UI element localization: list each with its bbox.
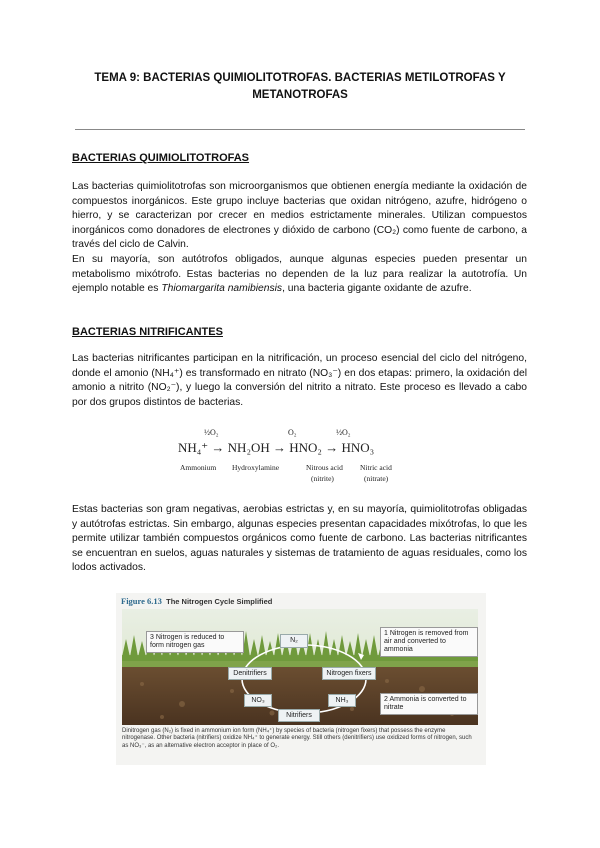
label-ammonium: Ammonium	[180, 463, 217, 472]
callout-2: 2 Ammonia is converted to nitrate	[380, 693, 478, 715]
n2-box: N₂	[280, 634, 308, 648]
title-divider	[75, 129, 525, 130]
nitrifiers-box: Nitrifiers	[278, 709, 320, 722]
species-name: Thiomargarita namibiensis	[161, 283, 283, 295]
paragraph-quimiolitotrofas-1: Las bacterias quimiolitotrofas son microorganismos que obtienen energía mediante la oxidación de compuestos inorgánicos. Este grupo incluye bacterias que oxidan nitrógeno, azufre, hidrógeno o hierro, y se caracterizan por crecer en medios estrictamente minerales. Utilizan compuestos inorgánicos como donadores de electrones y dióxido de carbono (CO₂) como fuente de carbono, a través del ciclo de Calvin.	[72, 181, 527, 251]
page-title: TEMA 9: BACTERIAS QUIMIOLITOTROFAS. BACTERIAS METILOTROFAS Y METANOTROFAS	[94, 72, 506, 101]
equation-formula: NH₄⁺ → NH₂OH → HNO₂ → HNO₃	[178, 440, 375, 455]
callout-3: 3 Nitrogen is reduced to form nitrogen gas	[146, 631, 244, 653]
para2-text-a: En su mayoría, son autótrofos obligados, aunque algunas especies pueden presentar un metabolismo mixótrofo. Estas bacterias no dependen de la luz para realizar la autotrofía. Un ejemplo notable es	[72, 254, 527, 295]
figure-title	[121, 596, 272, 606]
oxidant-1: ½O₂	[204, 428, 219, 437]
label-nitrite: (nitrite)	[311, 474, 334, 483]
denitrifiers-box: Denitrifiers	[228, 667, 272, 680]
figure-number: Figure 6.13	[121, 596, 162, 606]
paragraph-quimiolitotrofas-2	[72, 253, 527, 297]
figure-scene	[122, 609, 478, 725]
oxidant-3: ½O₂	[336, 428, 351, 437]
nitrification-equation	[178, 428, 403, 490]
figure-title-text: The Nitrogen Cycle Simplified	[166, 597, 273, 606]
label-hydroxylamine: Hydroxylamine	[232, 463, 280, 472]
oxidant-2: O₂	[288, 428, 297, 437]
nitrogen-cycle-figure	[116, 593, 486, 765]
figure-caption: Dinitrogen gas (N₂) is fixed in ammonium ion form (NH₄⁺) by species of bacteria (nitrogen fixers) that possess the enzyme nitrogenase. Other bacteria (nitrifiers) oxidize NH₄⁺ to generate energy. Still others (denitrifiers) use oxidized forms of nitrogen, such as NO₃⁻, as an alternative electron acceptor in place of O₂.	[122, 728, 472, 749]
label-nitrous-acid: Nitrous acid	[306, 463, 343, 472]
section-heading-nitrificantes: BACTERIAS NITRIFICANTES	[72, 326, 223, 338]
nh3-box: NH₃	[328, 694, 356, 707]
para2-text-b: , una bacteria gigante oxidante de azufre.	[282, 283, 472, 295]
paragraph-nitrificantes-1: Las bacterias nitrificantes participan en la nitrificación, un proceso esencial del ciclo del nitrógeno, donde el amonio (NH₄⁺) es transformado en nitrato (NO₃⁻) en dos etapas: primero, la oxidación del amonio a nitrito (NO₂⁻), y luego la conversión del nitrito a nitrato. Este proceso es llevado a cabo por dos grupos distintos de bacterias.	[72, 353, 527, 408]
label-nitrate: (nitrate)	[364, 474, 389, 483]
section-heading-quimiolitotrofas: BACTERIAS QUIMIOLITOTROFAS	[72, 152, 250, 164]
no3-box: NO₃	[244, 694, 272, 707]
label-nitric-acid: Nitric acid	[360, 463, 392, 472]
paragraph-nitrificantes-2: Estas bacterias son gram negativas, aerobias estrictas y, en su mayoría, quimiolitotrofas obligadas y autótrofas estrictas. Sin embargo, algunas especies presentan capacidades mixótrofas, lo que les permite utilizar también compuestos orgánicos como fuente de carbono. Las bacterias nitrificantes se encuentran en suelos, aguas naturales y sistemas de tratamiento de aguas residuales, como los lodos activados.	[72, 504, 527, 574]
callout-1: 1 Nitrogen is removed from air and converted to ammonia	[380, 627, 478, 657]
nitrogen-fixers-box: Nitrogen fixers	[322, 667, 376, 680]
